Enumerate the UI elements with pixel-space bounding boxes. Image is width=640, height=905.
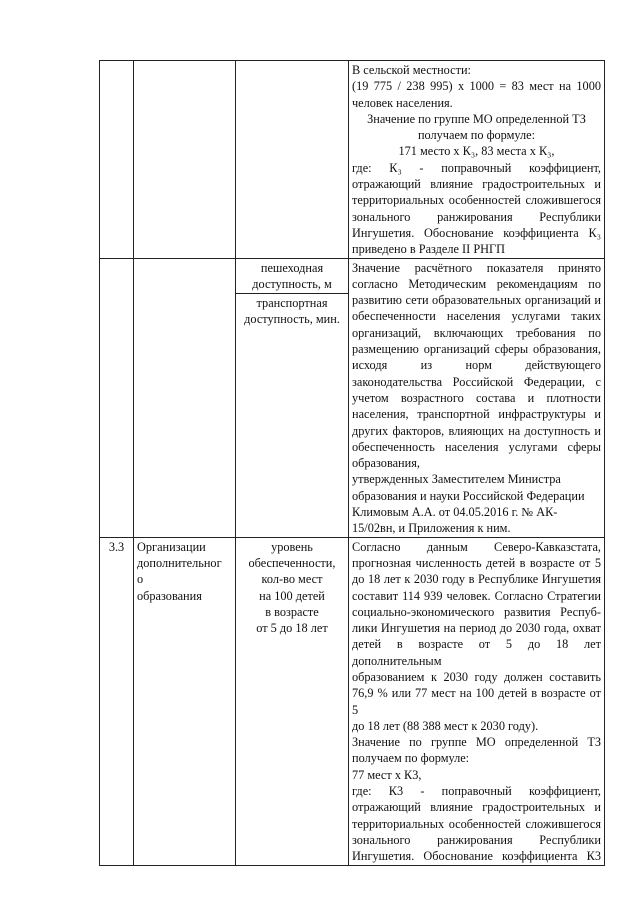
text-line: учетом возрастного состава и плотности bbox=[352, 390, 601, 405]
text-line: социально-экономического развития Респуб- bbox=[352, 604, 601, 619]
indicator-line: кол-во мест bbox=[261, 572, 323, 587]
organization-name-line: о bbox=[137, 572, 144, 587]
text-line: зонального ранжирования Республики bbox=[352, 209, 601, 224]
cell-value-provision bbox=[349, 537, 605, 865]
text-line: утвержденных Заместителем Министра bbox=[352, 472, 561, 487]
indicator-transport-time: транспортная доступность, мин. bbox=[244, 296, 340, 327]
cell-row-number bbox=[100, 537, 134, 865]
text-line: развитию сети образовательных организаций и bbox=[352, 293, 601, 308]
text-line: обеспеченность населения услугами сферы bbox=[352, 439, 601, 454]
cell-indicator-empty bbox=[236, 61, 349, 259]
text-line: лики Ингушетия на период до 2030 года, охват bbox=[352, 621, 601, 636]
text-line: образованием к 2030 году должен составить bbox=[352, 669, 601, 684]
text-line: Ингушетия. Обоснование коэффициента К₃ bbox=[352, 225, 601, 240]
text-line: территориальных особенностей сложившегося bbox=[352, 193, 601, 208]
text-line: человек населения. bbox=[352, 95, 453, 110]
text-line: до 18 лет (88 388 мест к 2030 году). bbox=[352, 718, 539, 733]
text-line: обеспеченности населения услугами таких bbox=[352, 309, 601, 324]
text-line: Значение расчётного показателя принято bbox=[352, 260, 601, 275]
text-line: согласно Методическим рекомендациям по bbox=[352, 276, 601, 291]
text-line: зонального ранжирования Республики bbox=[352, 832, 601, 847]
cell-value-rural bbox=[349, 61, 605, 259]
text-line: В сельской местности: bbox=[352, 63, 471, 77]
table-row-3 bbox=[100, 537, 605, 865]
text-line: Значение по группе МО определенной ТЗ bbox=[367, 111, 586, 126]
text-line: отражающий влияние градостроительных и bbox=[352, 177, 601, 192]
cell-number-empty bbox=[100, 61, 134, 259]
text-line: детей в возрасте от 5 до 18 лет дополнительным bbox=[352, 637, 601, 668]
text-line: образования и науки Российской Федерации bbox=[352, 488, 585, 503]
text-line: получаем по формуле: bbox=[417, 128, 536, 143]
cell-number-empty bbox=[100, 258, 134, 537]
cell-name-empty bbox=[134, 258, 236, 537]
table-row-1 bbox=[100, 61, 605, 259]
text-line: размещению организаций сферы образования, bbox=[352, 342, 601, 357]
text-line: где: К3 - поправочный коэффициент, bbox=[352, 784, 601, 799]
formula-line: 77 мест x К3, bbox=[352, 767, 422, 782]
text-line: Значение по группе МО определенной ТЗ bbox=[352, 735, 601, 750]
text-line: населения, транспортной инфраструктуры и bbox=[352, 407, 601, 422]
indicator-line: от 5 до 18 лет bbox=[256, 621, 328, 636]
indicator-line: на 100 детей bbox=[259, 588, 325, 603]
text-line: 76,9 % или 77 мест на 100 детей в возрасте от 5 bbox=[352, 686, 601, 717]
indicator-line: обеспеченности, bbox=[248, 555, 336, 570]
text-line: где: К₃ - поправочный коэффициент, bbox=[352, 160, 601, 175]
cell-value-accessibility bbox=[349, 258, 605, 537]
text-line: Ингушетия. Обоснование коэффициента К3 bbox=[352, 849, 601, 864]
cell-indicator-provision bbox=[236, 537, 349, 865]
text-line: получаем по формуле: bbox=[352, 751, 470, 766]
text-line: (19 775 / 238 995) x 1000 = 83 мест на 1000 bbox=[352, 79, 601, 94]
indicator-walking-distance: пешеходная доступность, м bbox=[252, 260, 332, 291]
text-line: прогнозная численность детей в возрасте от 5 bbox=[352, 555, 601, 570]
text-line: организаций, включающих требования по bbox=[352, 325, 601, 340]
text-line: территориальных особенностей сложившегося bbox=[352, 816, 601, 831]
table-row-2 bbox=[100, 258, 605, 537]
text-line: Согласно данным Северо-Кавказстата, bbox=[352, 539, 601, 554]
cell-name-empty bbox=[134, 61, 236, 259]
organization-name-line: дополнительног bbox=[137, 555, 222, 570]
text-line: 15/02вн, и Приложения к ним. bbox=[352, 521, 511, 536]
organization-name-line: Организации bbox=[137, 539, 206, 554]
indicator-line: уровень bbox=[271, 539, 313, 554]
indicator-line: в возрасте bbox=[265, 604, 319, 619]
cell-indicators-accessibility bbox=[236, 258, 349, 537]
formula-line: 171 место x К₃, 83 места x К₃, bbox=[398, 144, 555, 159]
text-line: законодательства Российской Федерации, с bbox=[352, 374, 601, 389]
text-line: исходя из норм действующего bbox=[352, 358, 601, 373]
text-line: других факторов, влияющих на доступность и bbox=[352, 423, 601, 438]
norms-table bbox=[99, 60, 605, 866]
text-line: отражающий влияние градостроительных и bbox=[352, 800, 601, 815]
organization-name-line: образования bbox=[137, 588, 202, 603]
text-line: образования, bbox=[352, 456, 420, 471]
text-line: до 18 лет к 2030 году в Республике Ингушетия bbox=[352, 572, 601, 587]
cell-organization-name bbox=[134, 537, 236, 865]
text-line: приведено в Разделе II РНГП bbox=[352, 242, 506, 257]
text-line: Климовым А.А. от 04.05.2016 г. № АК- bbox=[352, 505, 558, 520]
row-number: 3.3 bbox=[108, 539, 125, 554]
text-line: составит 114 939 человек. Согласно Стратегии bbox=[352, 588, 601, 603]
